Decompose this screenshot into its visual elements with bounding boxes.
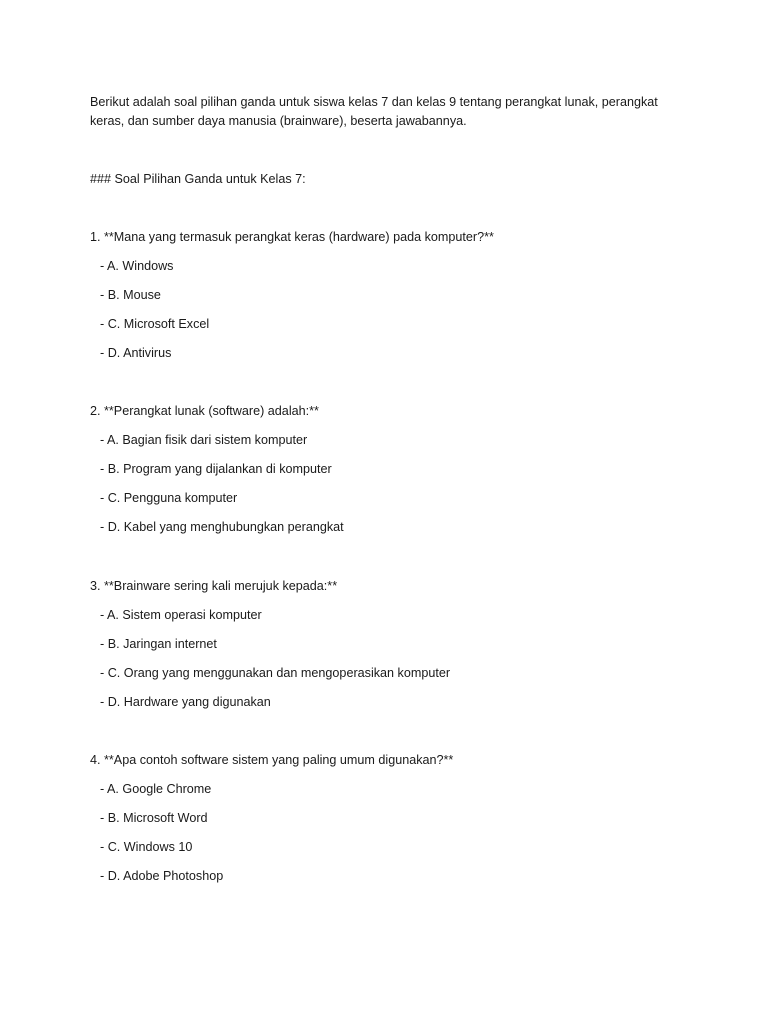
question-4-text: 4. **Apa contoh software sistem yang paling umum digunakan?** (90, 753, 454, 767)
question-1-option-d: - D. Antivirus (100, 346, 172, 360)
question-2-option-c: - C. Pengguna komputer (100, 491, 238, 505)
question-2-option-a: - A. Bagian fisik dari sistem komputer (100, 433, 308, 447)
question-4-option-a: - A. Google Chrome (100, 782, 212, 796)
question-4-option-d: - D. Adobe Photoshop (100, 869, 224, 883)
question-2-text: 2. **Perangkat lunak (software) adalah:** (90, 404, 319, 418)
question-1-option-b: - B. Mouse (100, 288, 161, 302)
question-4-option-c: - C. Windows 10 (100, 840, 193, 854)
question-2-option-b: - B. Program yang dijalankan di komputer (100, 462, 332, 476)
question-2-option-d: - D. Kabel yang menghubungkan perangkat (100, 520, 344, 534)
question-1-text: 1. **Mana yang termasuk perangkat keras (hardware) pada komputer?** (90, 230, 494, 244)
question-4-option-b: - B. Microsoft Word (100, 811, 208, 825)
section-heading: ### Soal Pilihan Ganda untuk Kelas 7: (90, 172, 306, 186)
question-3-option-d: - D. Hardware yang digunakan (100, 695, 271, 709)
question-3-option-a: - A. Sistem operasi komputer (100, 608, 262, 622)
question-3-text: 3. **Brainware sering kali merujuk kepada:** (90, 579, 338, 593)
intro-line-2: keras, dan sumber daya manusia (brainware), beserta jawabannya. (90, 114, 467, 128)
question-3-option-b: - B. Jaringan internet (100, 637, 217, 651)
question-1-option-c: - C. Microsoft Excel (100, 317, 210, 331)
intro-line-1: Berikut adalah soal pilihan ganda untuk siswa kelas 7 dan kelas 9 tentang perangkat lunak, perangkat (90, 95, 658, 109)
question-3-option-c: - C. Orang yang menggunakan dan mengoperasikan komputer (100, 666, 451, 680)
question-1-option-a: - A. Windows (100, 259, 174, 273)
